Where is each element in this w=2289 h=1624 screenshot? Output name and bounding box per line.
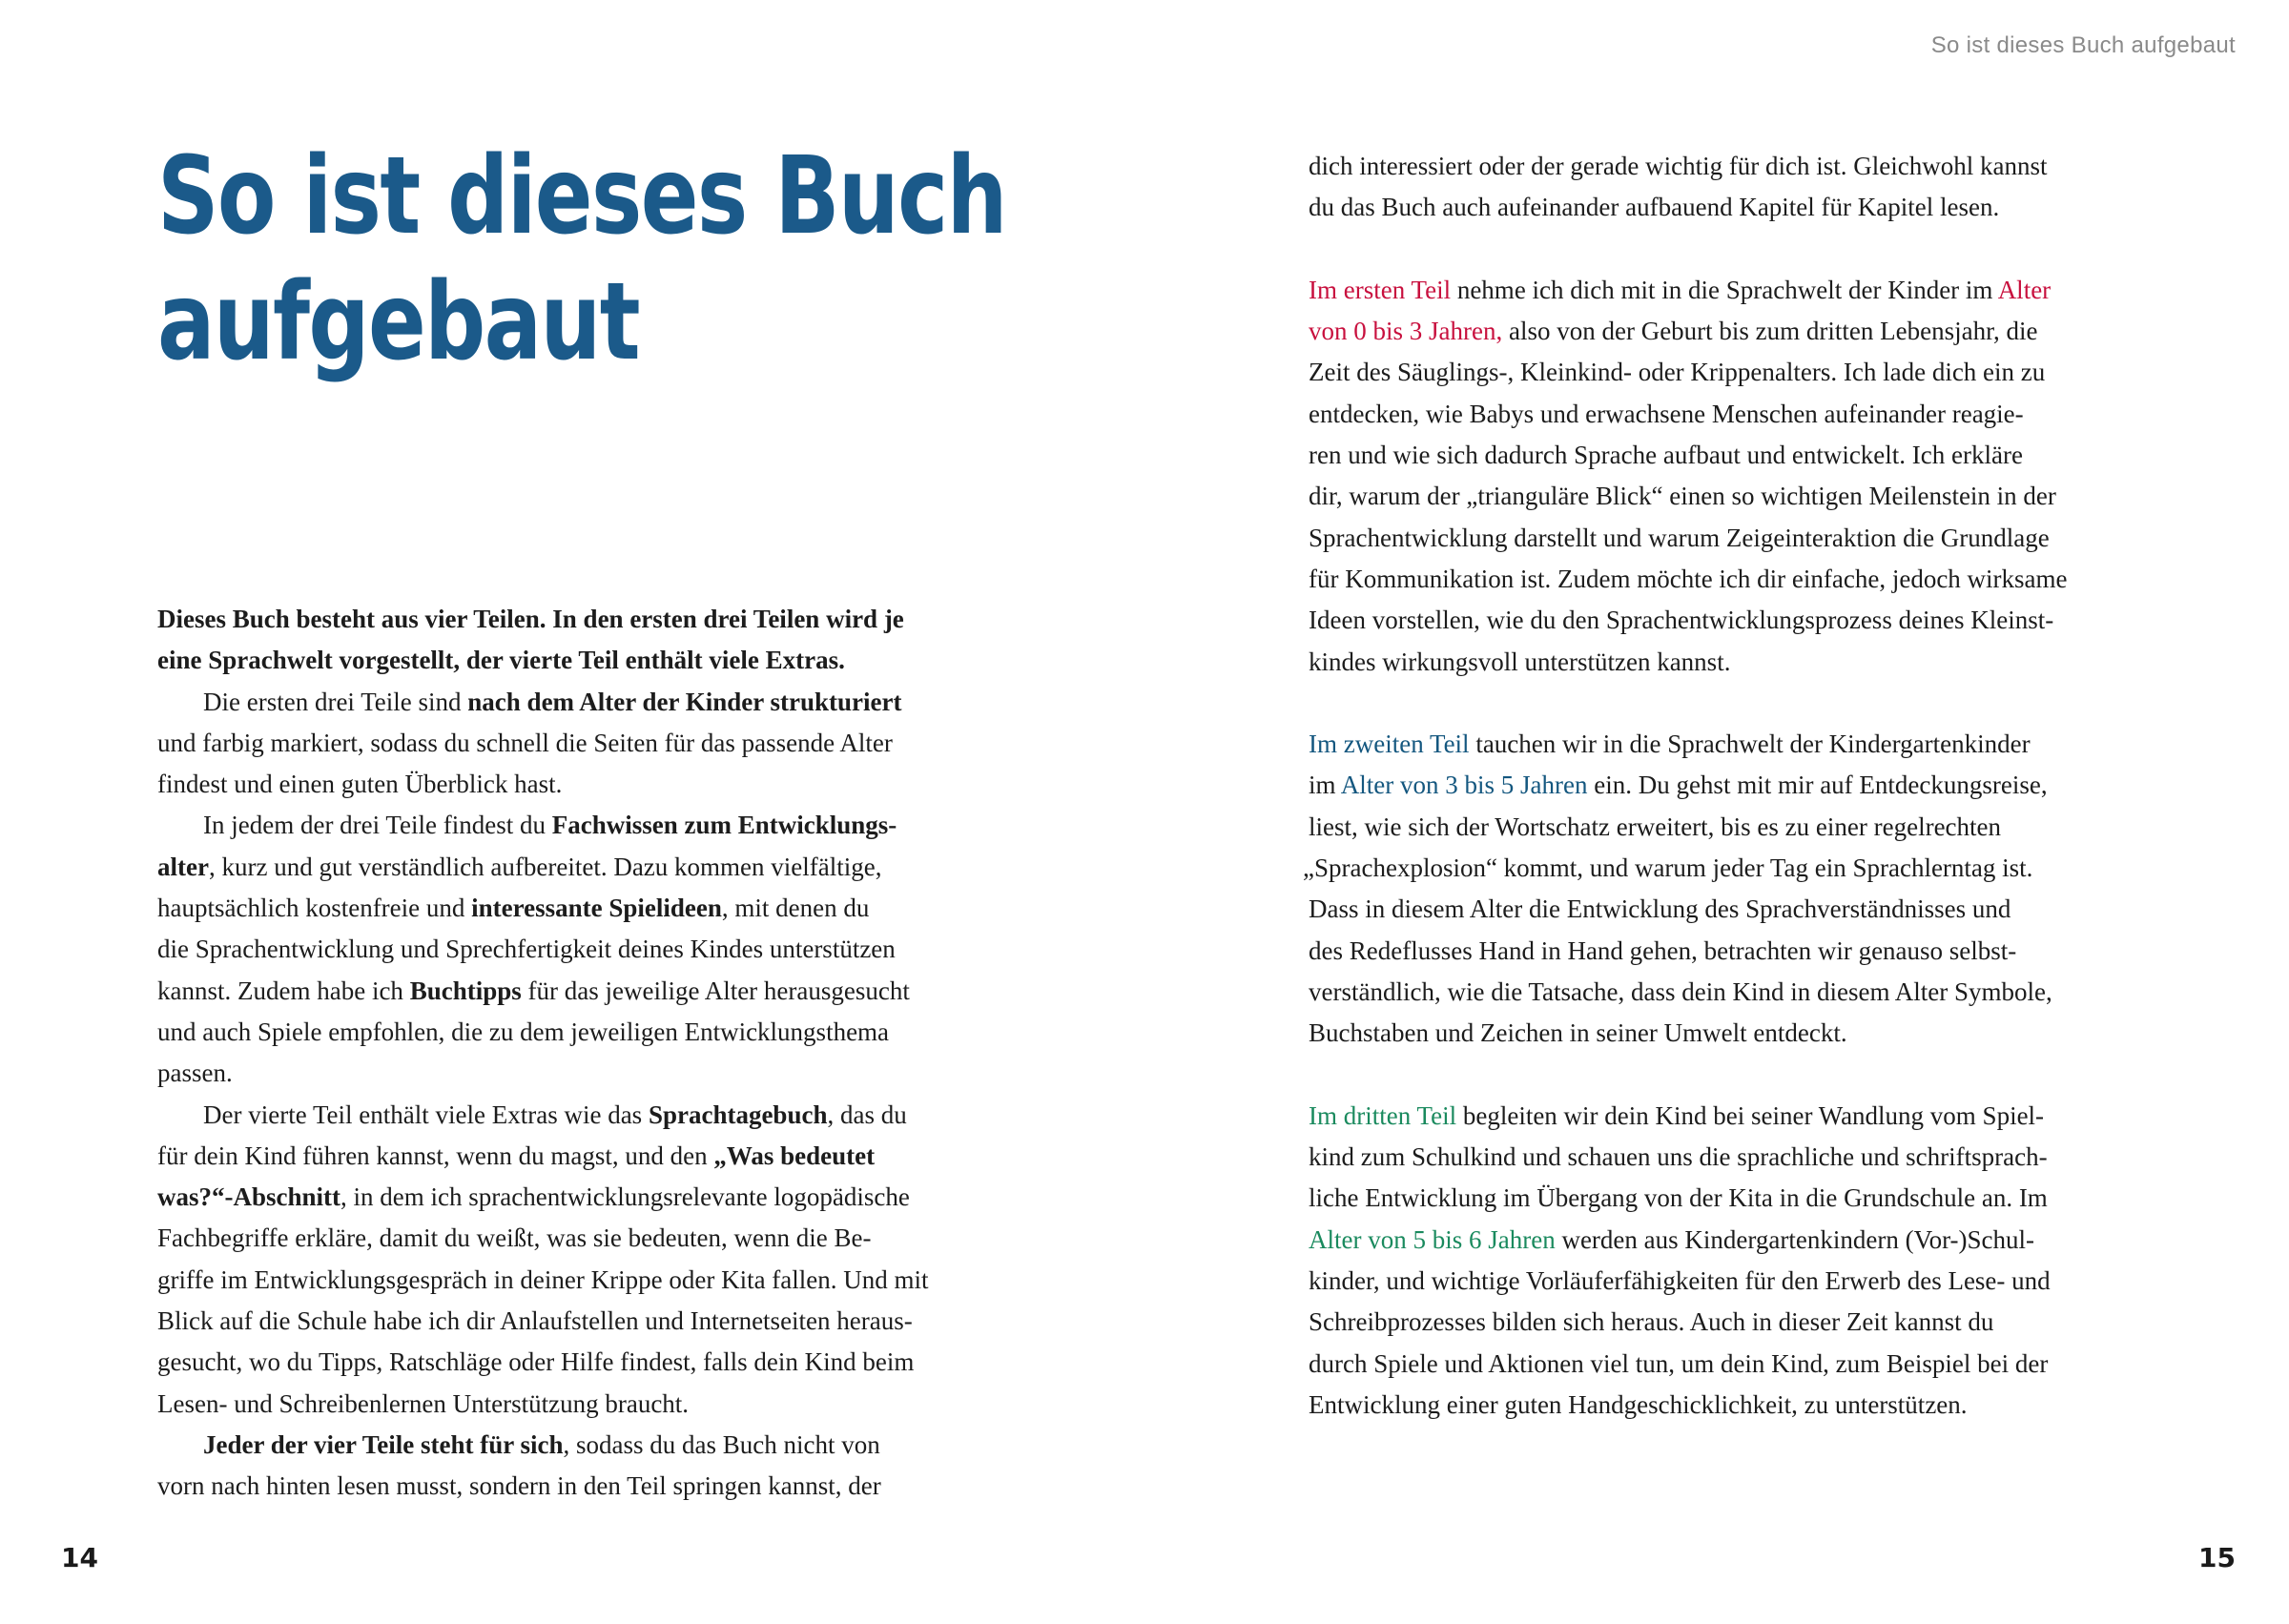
- text-line: alter, kurz und gut verständlich aufbereitet. Dazu kommen vielfältige,: [157, 852, 882, 881]
- part-1-age: von 0 bis 3 Jahren,: [1309, 317, 1503, 346]
- chapter-title-line-2: aufgebaut: [157, 260, 639, 384]
- text-line: Schreibprozesses bilden sich heraus. Auch in dieser Zeit kannst du: [1309, 1307, 1994, 1337]
- text-line: kannst. Zudem habe ich Buchtipps für das jeweilige Alter herausgesucht: [157, 976, 910, 1005]
- text-line: für dein Kind führen kannst, wenn du magst, und den „Was bedeutet: [157, 1141, 876, 1170]
- text-line: kind zum Schulkind und schauen uns die sprachliche und schriftsprach-: [1309, 1142, 2048, 1172]
- paragraph-part-2: [1303, 724, 2167, 1054]
- text-line: verständlich, wie die Tatsache, dass dein Kind in diesem Alter Symbole,: [1309, 976, 2052, 1006]
- text-line: vorn nach hinten lesen musst, sondern in den Teil springen kannst, der: [157, 1471, 881, 1501]
- text-line: dir, warum der „trianguläre Blick“ einen so wichtigen Meilenstein in der: [1309, 482, 2056, 511]
- text-line: Im dritten Teil begleiten wir dein Kind bei seiner Wandlung vom Spiel-: [1309, 1100, 2045, 1130]
- text-line: Ideen vorstellen, wie du den Sprachentwicklungsprozess deines Kleinst-: [1309, 606, 2054, 635]
- text-line: Jeder der vier Teile steht für sich, sodass du das Buch nicht von: [203, 1429, 880, 1459]
- text-line: für Kommunikation ist. Zudem möchte ich dir einfache, jedoch wirksame: [1309, 564, 2068, 593]
- paragraph-extras: [157, 1095, 1016, 1425]
- part-3-label: Im dritten Teil: [1309, 1100, 1457, 1130]
- text-line: von 0 bis 3 Jahren, also von der Geburt bis zum dritten Lebensjahr, die: [1309, 317, 2038, 346]
- text-line: Sprachentwicklung darstellt und warum Zeigeinteraktion die Grundlage: [1309, 523, 2050, 552]
- text-line: und auch Spiele empfohlen, die zu dem jeweiligen Entwicklungsthema: [157, 1017, 890, 1046]
- right-page-text: [1303, 146, 2167, 1468]
- part-2-age: Alter von 3 bis 5 Jahren: [1340, 771, 1588, 800]
- part-1-label: Im ersten Teil: [1309, 275, 1452, 304]
- text-line: Die ersten drei Teile sind nach dem Alter der Kinder strukturiert: [203, 687, 902, 716]
- text-line: Im zweiten Teil tauchen wir in die Sprachwelt der Kindergartenkinder: [1309, 730, 2031, 759]
- text-line: Entwicklung einer guten Handgeschicklichkeit, zu unterstützen.: [1309, 1389, 1968, 1419]
- text-line: Lesen- und Schreibenlernen Unterstützung braucht.: [157, 1388, 690, 1418]
- chapter-title: [157, 134, 1006, 385]
- text-line: eine Sprachwelt vorgestellt, der vierte Teil enthält viele Extras.: [157, 646, 845, 675]
- text-line: des Redeflusses Hand in Hand gehen, betrachten wir genauso selbst-: [1309, 935, 2017, 965]
- text-line: kinder, und wichtige Vorläuferfähigkeiten für den Erwerb des Lese- und: [1309, 1266, 2051, 1296]
- text-line: durch Spiele und Aktionen viel tun, um dein Kind, zum Beispiel bei der: [1309, 1348, 2049, 1378]
- text-line: Buchstaben und Zeichen in seiner Umwelt entdeckt.: [1309, 1018, 1847, 1048]
- part-3-age: Alter von 5 bis 6 Jahren: [1309, 1224, 1556, 1254]
- text-line: ren und wie sich dadurch Sprache aufbaut und entwickelt. Ich erkläre: [1309, 441, 2023, 470]
- text-line: Dass in diesem Alter die Entwicklung des Sprachverständnisses und: [1309, 894, 2011, 924]
- chapter-title-line-1: So ist dieses Buch: [157, 134, 1006, 258]
- text-line: hauptsächlich kostenfreie und interessante Spielideen, mit denen du: [157, 894, 870, 923]
- text-line: entdecken, wie Babys und erwachsene Menschen aufeinander reagie-: [1309, 399, 2024, 428]
- paragraph-part-3: [1309, 1096, 2167, 1426]
- text-line: die Sprachentwicklung und Sprechfertigkeit deines Kindes unterstützen: [157, 935, 896, 964]
- text-line: dich interessiert oder der gerade wichtig für dich ist. Gleichwohl kannst: [1309, 152, 2048, 180]
- paragraph-standalone: [157, 1425, 1016, 1508]
- text-line: In jedem der drei Teile findest du Fachwissen zum Entwicklungs-: [203, 811, 897, 840]
- left-page-text: [157, 599, 1016, 1508]
- text-line: Der vierte Teil enthält viele Extras wie das Sprachtagebuch, das du: [203, 1100, 907, 1129]
- paragraph-structure: [157, 682, 1016, 806]
- page-number-left: 14: [61, 1542, 98, 1573]
- intro-paragraph: [157, 599, 1016, 682]
- text-line: kindes wirkungsvoll unterstützen kannst.: [1309, 647, 1731, 676]
- text-line: griffe im Entwicklungsgespräch in deiner Krippe oder Kita fallen. Und mit: [157, 1264, 929, 1294]
- text-line: Fachbegriffe erkläre, damit du weißt, was sie bedeuten, wenn die Be-: [157, 1223, 872, 1253]
- text-line: Alter von 5 bis 6 Jahren werden aus Kindergartenkindern (Vor-)Schul-: [1309, 1224, 2035, 1254]
- text-line: „Sprachexplosion“ kommt, und warum jeder Tag ein Sprachlerntag ist.: [1303, 853, 2033, 883]
- text-line: Blick auf die Schule habe ich dir Anlaufstellen und Internetseiten heraus-: [157, 1306, 913, 1336]
- text-line: Im ersten Teil nehme ich dich mit in die Sprachwelt der Kinder im Alter: [1309, 275, 2052, 304]
- text-line: passen.: [157, 1059, 233, 1088]
- paragraph-content: [157, 805, 1016, 1094]
- paragraph-continuation: [1309, 146, 2167, 229]
- text-line: und farbig markiert, sodass du schnell die Seiten für das passende Alter: [157, 728, 893, 757]
- text-line: Dieses Buch besteht aus vier Teilen. In den ersten drei Teilen wird je: [157, 605, 904, 633]
- paragraph-part-1: [1309, 270, 2167, 683]
- text-line: liche Entwicklung im Übergang von der Kita in die Grundschule an. Im: [1309, 1183, 2048, 1213]
- page-number-right: 15: [2198, 1542, 2236, 1573]
- text-line: liest, wie sich der Wortschatz erweitert, bis es zu einer regelrechten: [1309, 812, 2002, 841]
- part-2-label: Im zweiten Teil: [1309, 730, 1470, 759]
- text-line: im Alter von 3 bis 5 Jahren ein. Du gehst mit mir auf Entdeckungsreise,: [1309, 771, 2048, 800]
- text-line: gesucht, wo du Tipps, Ratschläge oder Hilfe findest, falls dein Kind beim: [157, 1347, 915, 1377]
- text-line: findest und einen guten Überblick hast.: [157, 770, 563, 799]
- text-line: du das Buch auch aufeinander aufbauend Kapitel für Kapitel lesen.: [1309, 193, 2000, 222]
- text-line: Zeit des Säuglings-, Kleinkind- oder Krippenalters. Ich lade dich ein zu: [1309, 358, 2046, 387]
- running-header: So ist dieses Buch aufgebaut: [1930, 32, 2236, 58]
- text-line: was?“-Abschnitt, in dem ich sprachentwicklungsrelevante logopädische: [157, 1182, 910, 1212]
